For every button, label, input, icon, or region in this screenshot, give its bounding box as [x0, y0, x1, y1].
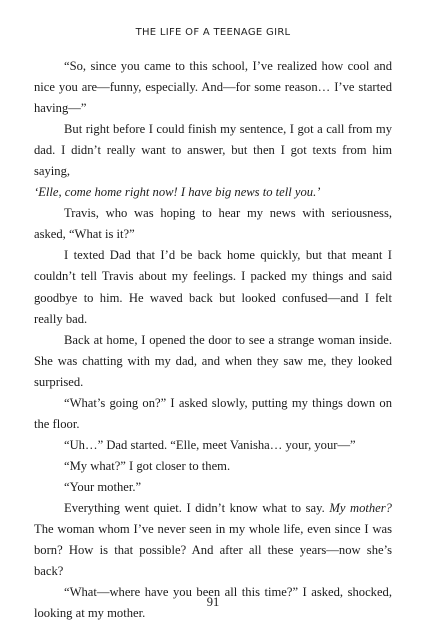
- running-header: THE LIFE OF A TEENAGE GIRL: [135, 27, 291, 38]
- text-segment: “Your mother.”: [64, 479, 142, 494]
- italic-text: ‘Elle, come home right now! I have big news to tell you.’: [34, 185, 321, 200]
- text-segment: Back at home, I opened the door to see a strange woman inside. She was chatting with my dad, and when they saw me, they looked surprised.: [34, 332, 392, 389]
- text-segment: “What’s going on?” I asked slowly, putting my things down on the floor.: [34, 395, 392, 431]
- paragraph: [34, 330, 392, 393]
- body-text: [34, 56, 392, 624]
- paragraph: [34, 456, 392, 477]
- paragraph: [34, 56, 392, 119]
- text-segment: “Uh…” Dad started. “Elle, meet Vanisha… your, your—”: [64, 437, 356, 452]
- paragraph: [34, 245, 392, 329]
- paragraph: [34, 203, 392, 245]
- text-segment: “My what?” I got closer to them.: [64, 458, 231, 473]
- paragraph: [34, 498, 392, 582]
- page-number: 91: [206, 595, 220, 609]
- text-segment: But right before I could finish my sentence, I got a call from my dad. I didn’t really want to answer, but then I got texts from him saying,: [34, 122, 392, 179]
- text-segment: Travis, who was hoping to hear my news with seriousness, asked, “What is it?”: [34, 206, 392, 242]
- paragraph: [34, 435, 392, 456]
- paragraph: [34, 393, 392, 435]
- paragraph: [34, 182, 392, 203]
- text-segment: “What—where have you been all this time?” I asked, shocked, looking at my mother.: [34, 585, 392, 621]
- italic-text: My mother?: [329, 500, 392, 515]
- text-segment: Everything went quiet. I didn’t know what to say.: [64, 500, 330, 515]
- text-segment: The woman whom I’ve never seen in my whole life, even since I was born? How is that possible? And after all these years—now she’s back?: [34, 522, 392, 579]
- text-segment: “So, since you came to this school, I’ve realized how cool and nice you are—funny, especially. And—for some reason… I’ve started having—”: [34, 59, 392, 116]
- paragraph: [34, 119, 392, 182]
- paragraph: [34, 477, 392, 498]
- text-segment: I texted Dad that I’d be back home quickly, but that meant I couldn’t tell Travis about my feelings. I packed my things and said goodbye to him. He waved back but looked confused—and I felt really bad.: [34, 248, 392, 326]
